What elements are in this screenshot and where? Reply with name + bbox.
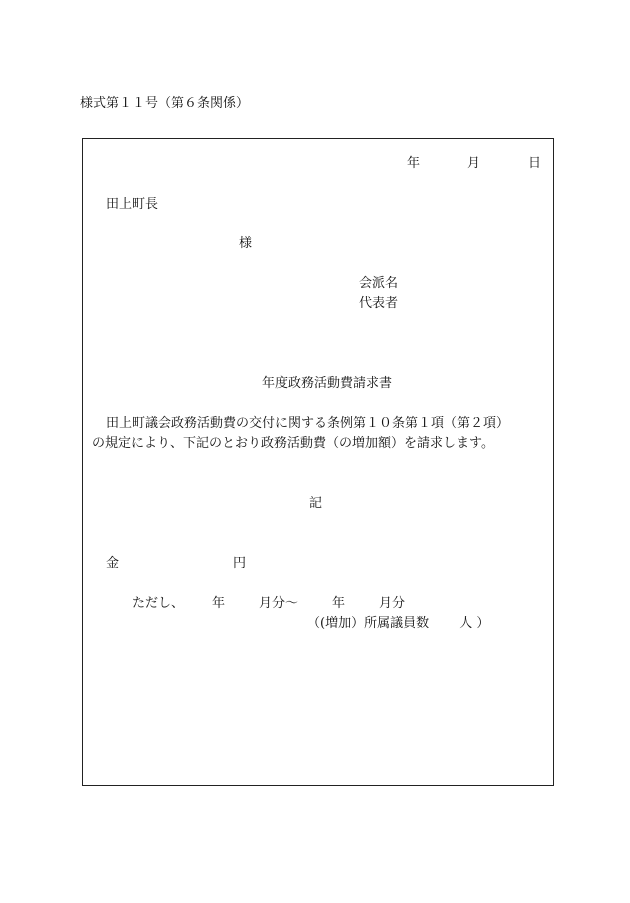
proviso-to-month: 月分	[379, 596, 406, 611]
request-form-frame	[82, 138, 554, 786]
proviso-from-month: 月分～	[259, 596, 299, 611]
form-number-label: 様式第１１号（第６条関係）	[80, 96, 250, 111]
date-month-label: 月	[467, 156, 481, 171]
date-day-label: 日	[528, 156, 542, 171]
document-title: 年度政務活動費請求書	[262, 376, 393, 391]
amount-unit: 円	[233, 556, 247, 571]
representative-label: 代表者	[359, 296, 399, 311]
members-count-line: （(増加）所属議員数 人 ）	[307, 616, 490, 631]
proviso-from-year: 年	[212, 596, 226, 611]
body-text-line-2: の規定により、下記のとおり政務活動費（の増加額）を請求します。	[92, 436, 494, 451]
faction-name-label: 会派名	[359, 276, 399, 291]
amount-prefix: 金	[106, 556, 120, 571]
addressee-title: 田上町長	[106, 197, 159, 212]
proviso-to-year: 年	[332, 596, 346, 611]
body-text-line-1: 田上町議会政務活動費の交付に関する条例第１０条第１項（第２項）	[106, 416, 510, 431]
addressee-honorific: 様	[239, 236, 253, 251]
record-heading: 記	[309, 496, 323, 511]
proviso-lead: ただし、	[132, 596, 185, 611]
date-year-label: 年	[407, 156, 421, 171]
